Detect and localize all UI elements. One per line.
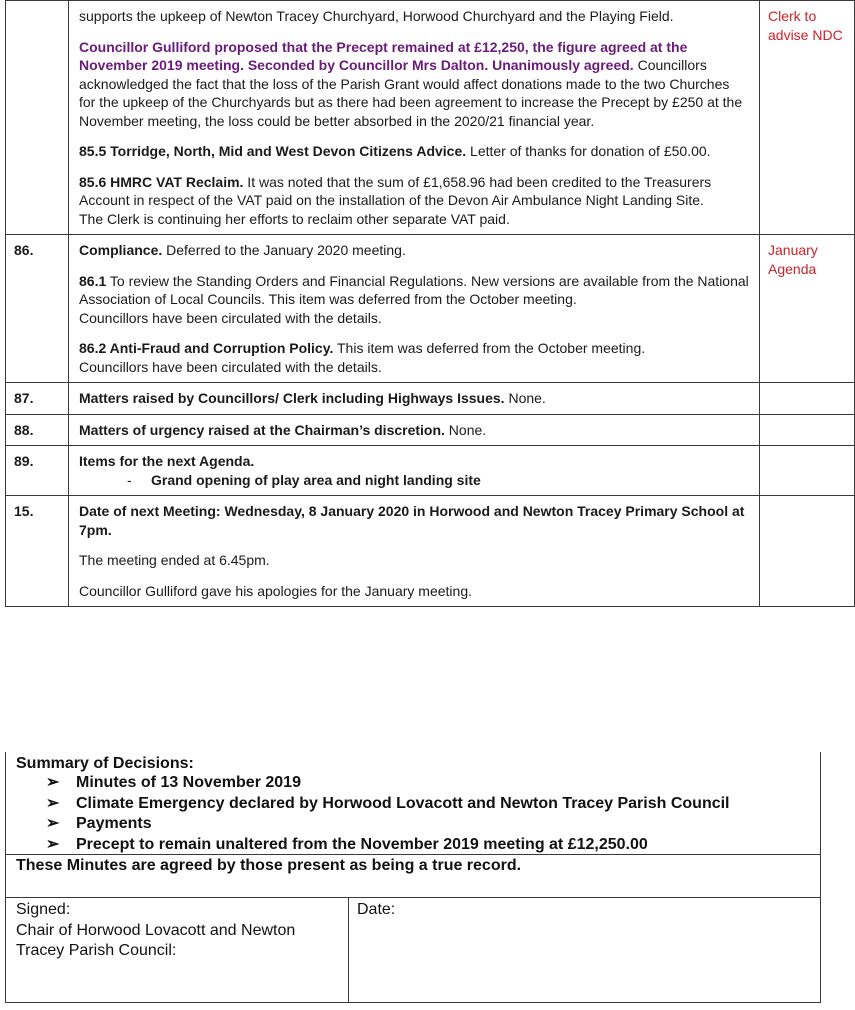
item-paragraph: [79, 452, 749, 471]
decision-text: Payments: [76, 815, 152, 832]
item-paragraph: [79, 389, 749, 408]
item-number: [6, 1, 69, 235]
minutes-row: [6, 235, 855, 383]
item-paragraph: [79, 421, 749, 440]
body-text: To review the Standing Orders and Financial Regulations. New versions are available from the National Association of Local Councils. This item was deferred from the October meeting.: [79, 272, 749, 307]
minutes-table-body: [6, 1, 855, 607]
item-content: [69, 383, 760, 415]
arrow-bullet-icon: ➢: [46, 815, 60, 832]
item-number: 86.: [6, 235, 69, 383]
item-paragraph: [79, 241, 749, 260]
arrow-bullet-icon: ➢: [46, 774, 60, 791]
decision-list: [16, 773, 810, 855]
decision-text: Precept to remain unaltered from the November 2019 meeting at £12,250.00: [76, 835, 648, 853]
date-label: Date:: [357, 901, 396, 918]
body-text: None.: [444, 421, 487, 438]
body-text: Councillors acknowledged the fact that the loss of the Parish Grant would affect donations made to the two Churches for the upkeep of the Churchyards but as there had been agreement to increase the Precept by £250 at the November meeting, the loss could be better absorbed in the 2020/21 financial year.: [79, 57, 743, 129]
item-paragraph: [79, 502, 749, 539]
minutes-row: [6, 1, 855, 235]
decision-item: [46, 814, 810, 835]
item-paragraph: [79, 142, 749, 161]
action-note: [760, 414, 855, 446]
signature-block: [5, 898, 821, 1003]
body-text: Councillors have been circulated with the details.: [79, 358, 382, 375]
bold-text: Date of next Meeting: Wednesday, 8 January 2020 in Horwood and Newton Tracey Primary School at 7pm.: [79, 503, 745, 538]
action-note: [760, 446, 855, 496]
minutes-row: [6, 446, 855, 496]
arrow-bullet-icon: ➢: [46, 835, 60, 853]
bold-text: 85.5 Torridge, North, Mid and West Devon Citizens Advice.: [79, 143, 467, 159]
body-text: supports the upkeep of Newton Tracey Churchyard, Horwood Churchyard and the Playing Field.: [79, 8, 674, 24]
minutes-table: [5, 0, 855, 607]
summary-of-decisions: [5, 752, 821, 855]
item-content: [69, 446, 760, 496]
bold-text: Matters of urgency raised at the Chairman’s discretion.: [79, 421, 445, 438]
agreement-text: These Minutes are agreed by those present as being a true record.: [16, 857, 522, 874]
body-text: It was noted that the sum of £1,658.96 had been credited to the Treasurers Account in respect of the VAT paid on the installation of the Devon Air Ambulance Night Landing Site.: [79, 173, 712, 208]
arrow-bullet-icon: ➢: [46, 794, 60, 812]
bold-text: 86.1: [79, 272, 107, 289]
body-text: Councillor Gulliford gave his apologies for the January meeting.: [79, 582, 472, 599]
item-content: [69, 496, 760, 607]
item-content: [69, 1, 760, 235]
body-text: The Clerk is continuing her efforts to reclaim other separate VAT paid.: [79, 210, 510, 227]
item-paragraph: [79, 582, 749, 601]
bullet-dash: -: [127, 471, 132, 488]
body-text: None.: [504, 390, 546, 406]
item-content: [69, 414, 760, 446]
item-paragraph: [79, 471, 749, 490]
body-text: Councillors have been circulated with the details.: [79, 309, 382, 326]
item-paragraph: [79, 272, 749, 328]
action-note: Clerk to advise NDC: [760, 1, 855, 235]
bold-text: Compliance.: [79, 242, 163, 258]
bold-text: Matters raised by Councillors/ Clerk including Highways Issues.: [79, 390, 505, 406]
action-note: [760, 383, 855, 415]
signed-label: Signed:: [16, 901, 71, 918]
decision-item: [46, 773, 810, 794]
item-number: 89.: [6, 446, 69, 496]
decision-text: Climate Emergency declared by Horwood Lovacott and Newton Tracey Parish Council: [76, 794, 730, 812]
body-text: Letter of thanks for donation of £50.00.: [466, 143, 711, 159]
bold-text: 85.6 HMRC VAT Reclaim.: [79, 173, 244, 190]
item-paragraph: [79, 38, 749, 131]
item-paragraph: [79, 551, 749, 570]
summary-heading: Summary of Decisions:: [16, 755, 194, 772]
decision-text: Minutes of 13 November 2019: [76, 774, 301, 791]
date-cell: [349, 898, 820, 1002]
bold-text: Councillor Gulliford proposed that the Precept remained at £12,250, the figure agreed at the November 2019 meeting. Seconded by Councillor Mrs Dalton. Unanimously agreed.: [79, 38, 688, 73]
item-paragraph: [79, 339, 749, 376]
item-paragraph: [79, 173, 749, 229]
minutes-row: [6, 383, 855, 415]
signature-cell: [6, 898, 349, 1002]
agreement-statement: [5, 855, 821, 898]
decision-item: [46, 835, 810, 856]
minutes-page: [5, 0, 843, 1003]
action-note: [760, 496, 855, 607]
body-text: This item was deferred from the October meeting.: [333, 340, 646, 356]
bold-text: Items for the next Agenda.: [79, 453, 255, 469]
chair-label: Chair of Horwood Lovacott and Newton Tracey Parish Council:: [16, 921, 296, 959]
item-number: 15.: [6, 496, 69, 607]
minutes-row: [6, 496, 855, 607]
item-number: 88.: [6, 414, 69, 446]
item-number: 87.: [6, 383, 69, 415]
body-text: Grand opening of play area and night landing site: [151, 471, 481, 488]
decision-item: [46, 794, 810, 815]
item-content: [69, 235, 760, 383]
bold-text: 86.2 Anti-Fraud and Corruption Policy.: [79, 340, 334, 356]
body-text: Deferred to the January 2020 meeting.: [162, 242, 406, 258]
body-text: The meeting ended at 6.45pm.: [79, 552, 270, 568]
action-note: January Agenda: [760, 235, 855, 383]
item-paragraph: [79, 7, 749, 26]
minutes-row: [6, 414, 855, 446]
